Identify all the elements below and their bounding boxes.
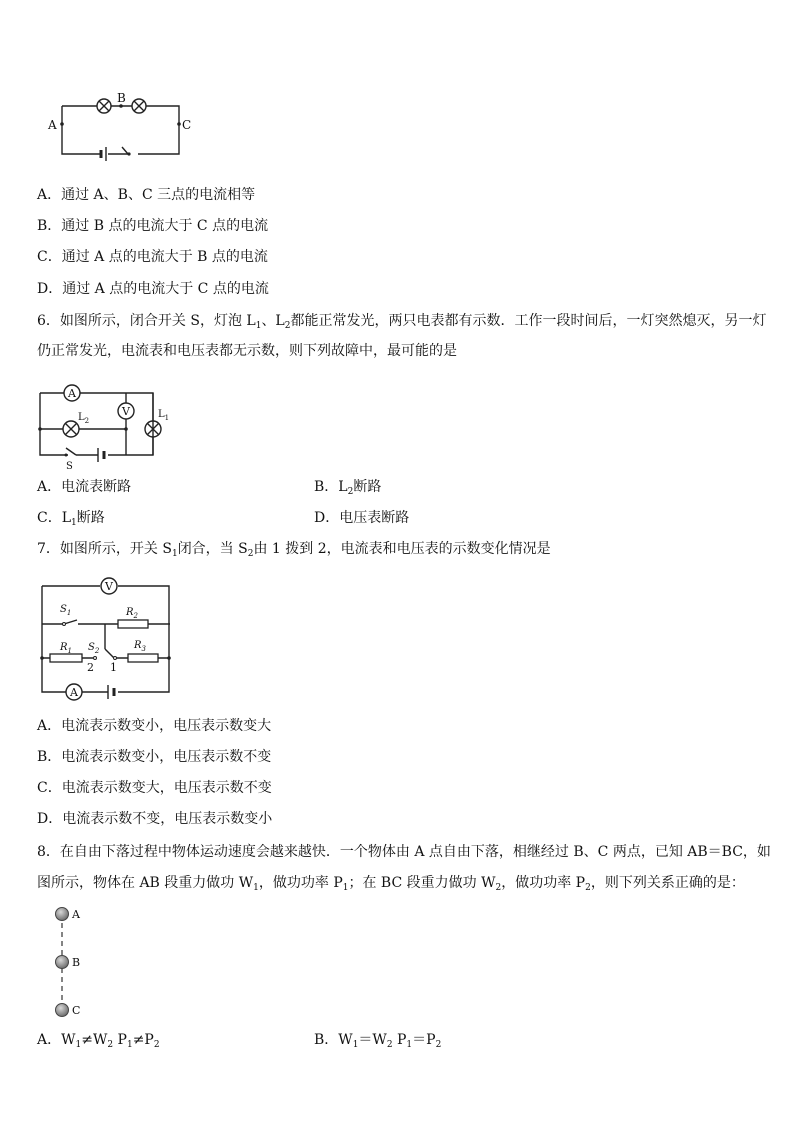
q8-option-b: B．$W_1=W_2$ $P_1=P_2$ <box>314 1032 442 1050</box>
resistor-r3-label: $R_3$ <box>134 640 146 653</box>
q7-option-b: B．电流表示数变小，电压表示数不变 <box>37 749 272 765</box>
point-label-b: B <box>72 956 81 969</box>
switch-position-2-label: 2 <box>87 661 94 674</box>
ball-c-icon <box>56 1004 69 1017</box>
point-label-a: A <box>48 118 57 132</box>
q6-circuit-diagram <box>38 381 174 472</box>
q6-question-line2: 仍正常发光，电流表和电压表都无示数，则下列故障中，最可能的是 <box>37 343 457 359</box>
q8-question-line1: 8．在自由下落过程中物体运动速度会越来越快．一个物体由 A 点自由下落，相继经过 B、C 两点，已知 AB＝BC，如 <box>37 844 771 860</box>
switch-s1-label: $S_1$ <box>60 604 72 617</box>
point-label-c: C <box>182 118 192 132</box>
q5-option-a: A．通过 A、B、C 三点的电流相等 <box>37 187 256 203</box>
q7-option-c: C．电流表示数变大，电压表示数不变 <box>37 780 272 796</box>
switch-s2-label: $S_2$ <box>88 642 100 655</box>
q7-option-a: A．电流表示数变小，电压表示数变大 <box>37 718 272 734</box>
point-label-a: A <box>72 908 80 921</box>
switch-label: S <box>66 461 73 472</box>
svg-text:A: A <box>70 686 78 699</box>
lamp-icon <box>132 99 146 113</box>
lamp-l1-label: $L_1$ <box>158 409 170 422</box>
ammeter-icon <box>66 684 82 700</box>
lamp-l2-label: $L_2$ <box>78 412 90 425</box>
lamp-icon <box>97 99 111 113</box>
q5-option-b: B．通过 B 点的电流大于 C 点的电流 <box>37 218 269 234</box>
q8-question-line2: 图所示，物体在 AB 段重力做功 $W_1$，做功功率 $P_1$；在 BC 段重力做功 $W_2$，做功功率 $P_2$，则下列关系正确的是： <box>37 875 745 893</box>
switch-position-1-label: 1 <box>110 661 117 674</box>
voltmeter-icon <box>118 403 134 419</box>
q6-option-a: A．电流表断路 <box>37 479 132 495</box>
svg-text:A: A <box>68 387 76 400</box>
q5-option-c: C．通过 A 点的电流大于 B 点的电流 <box>37 249 268 265</box>
lamp-l2-icon <box>63 421 79 437</box>
point-label-b: B <box>117 91 126 105</box>
q5-circuit-diagram <box>44 91 194 160</box>
q7-circuit-diagram <box>38 574 174 700</box>
resistor-r2-label: $R_2$ <box>126 607 138 620</box>
q6-option-b: B．$L_2$断路 <box>314 479 382 497</box>
voltmeter-icon <box>101 578 117 594</box>
q6-option-d: D．电压表断路 <box>314 510 410 526</box>
q6-question-line1: 6．如图所示，闭合开关 S，灯泡 $L_1$、$L_2$都能正常发光，两只电表都有示数．工作一段时间后，一灯突然熄灭，另一灯 <box>37 313 767 331</box>
svg-text:V: V <box>105 580 113 593</box>
ammeter-icon <box>64 385 80 401</box>
q5-option-d: D．通过 A 点的电流大于 C 点的电流 <box>37 281 269 297</box>
q8-option-a: A．$W_1\ne W_2$ $P_1\ne P_2$ <box>37 1032 160 1050</box>
ball-b-icon <box>56 956 69 969</box>
svg-text:V: V <box>122 405 130 418</box>
point-label-c: C <box>72 1004 81 1017</box>
q6-option-c: C．$L_1$断路 <box>37 510 105 528</box>
q7-question: 7．如图所示，开关 $S_1$闭合，当 $S_2$由 1 拨到 2，电流表和电压表的示数变化情况是 <box>37 541 551 559</box>
q7-option-d: D．电流表示数不变，电压表示数变小 <box>37 811 273 827</box>
q8-falling-object-diagram <box>52 904 92 1016</box>
resistor-r1-label: $R_1$ <box>60 642 72 655</box>
ball-a-icon <box>56 908 69 921</box>
